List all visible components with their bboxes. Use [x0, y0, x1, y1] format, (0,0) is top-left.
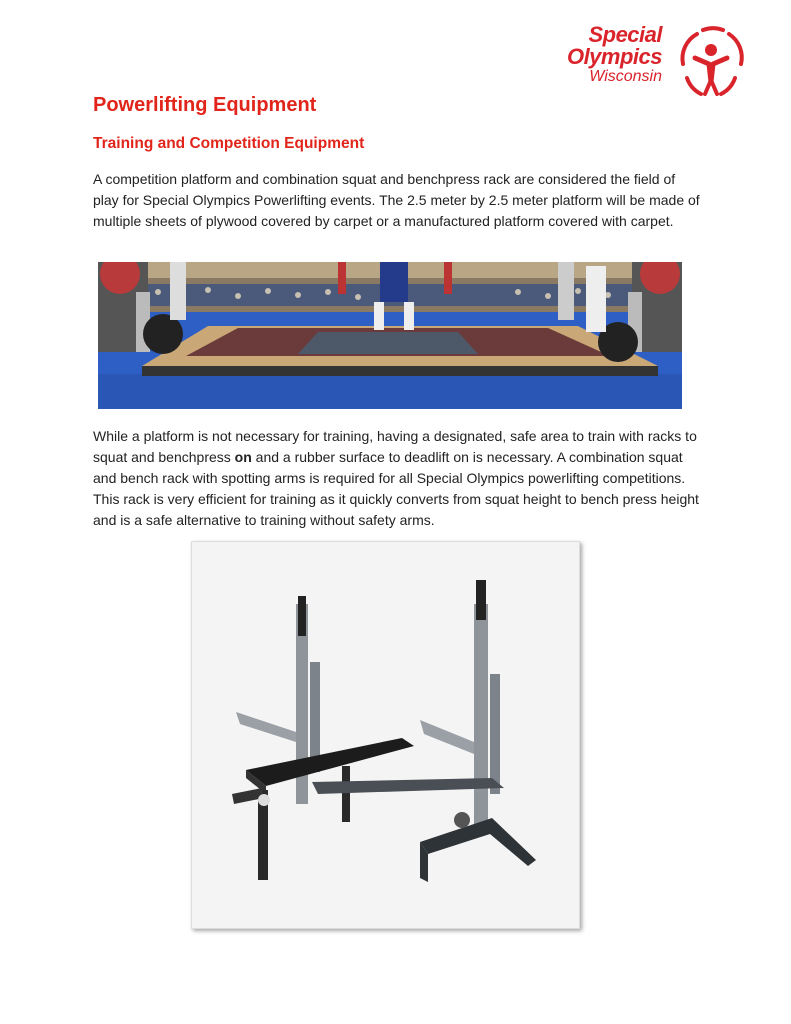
logo-line-1: Special	[588, 22, 662, 47]
logo-line-2: Olympics	[566, 44, 662, 69]
special-olympics-wisconsin-logo	[536, 24, 751, 104]
logo-wordmark	[536, 24, 662, 86]
special-olympics-emblem-icon	[673, 24, 749, 102]
competition-platform-photo	[98, 262, 682, 409]
bold-word-on: on	[234, 449, 252, 465]
squat-bench-rack-photo	[191, 541, 580, 929]
training-text-start: While a platform is not necessary for training, having a designated, safe area to train with racks to squat and benchpress	[93, 428, 697, 465]
training-paragraph	[93, 426, 703, 531]
logo-line-3: Wisconsin	[589, 68, 662, 85]
page-title: Powerlifting Equipment	[93, 94, 317, 116]
training-text-end: and a rubber surface to deadlift on is necessary. A combination squat and bench rack with spotting arms is required for all Special Olympics powerlifting competitions. This rack is very efficient for training as it quickly converts from squat height to bench press height and is a safe alternative to training without safety arms.	[93, 449, 699, 528]
section-heading: Training and Competition Equipment	[93, 135, 365, 152]
intro-paragraph: A competition platform and combination squat and benchpress rack are considered the field of play for Special Olympics Powerlifting events. The 2.5 meter by 2.5 meter platform will be made of multiple sheets of plywood covered by carpet or a manufactured platform covered with carpet.	[93, 171, 700, 229]
